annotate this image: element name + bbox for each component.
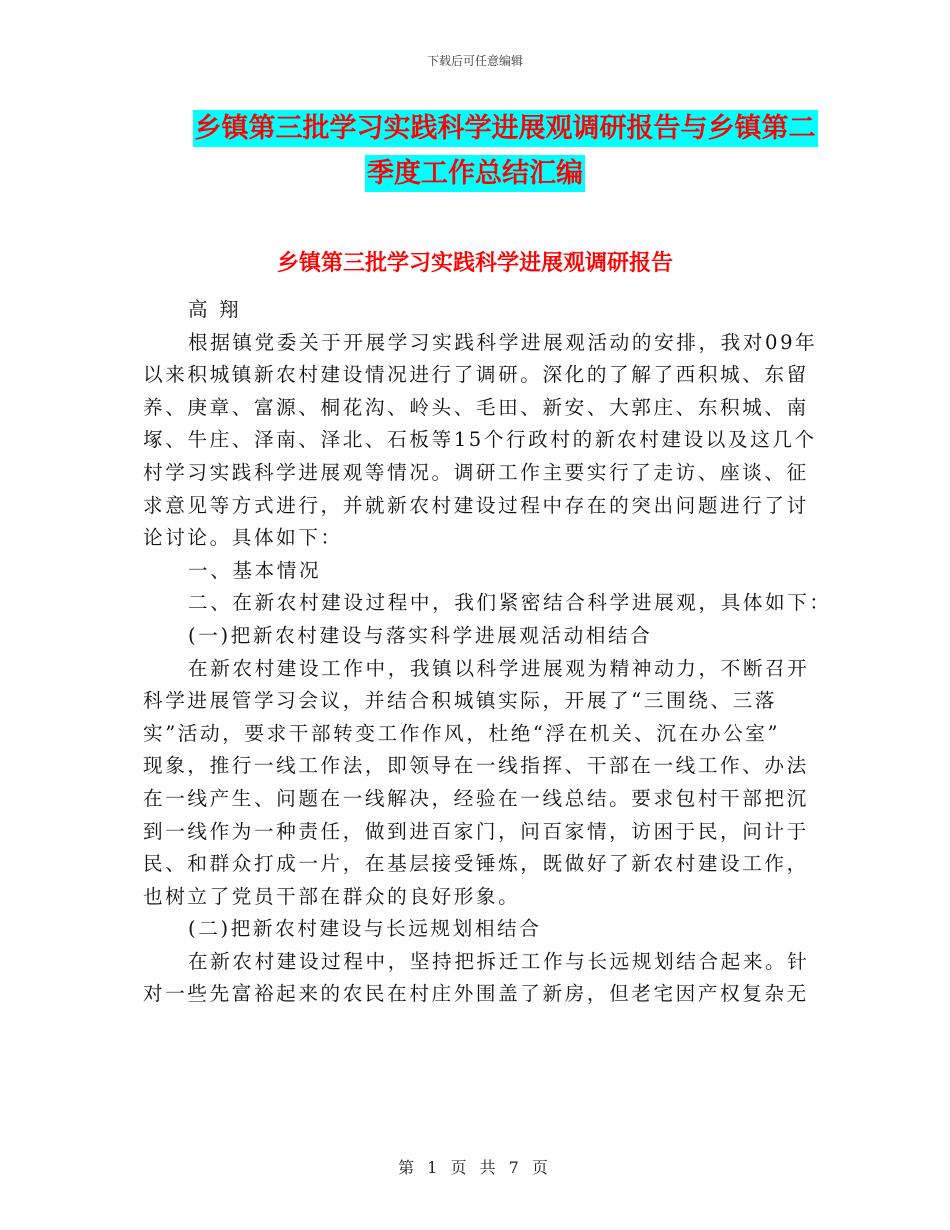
subsection-heading: (二)把新农村建设与长远规划相结合 [188, 917, 542, 941]
body-line: 也树立了党员干部在群众的良好形象。 [143, 884, 521, 908]
body-line: 根据镇党委关于开展学习实践科学进展观活动的安排，我对09年 [188, 330, 818, 354]
body-line: 民、和群众打成一片，在基层接受锤炼，既做好了新农村建设工作， [143, 852, 809, 876]
body-line: 以来积城镇新农村建设情况进行了调研。深化的了解了西积城、东留 [143, 363, 809, 387]
body-line: 到一线作为一种责任，做到进百家门，问百家情，访困于民，问计于 [143, 819, 809, 843]
body-line: 求意见等方式进行，并就新农村建设过程中存在的突出问题进行了讨 [143, 493, 809, 517]
body-line: 在新农村建设工作中，我镇以科学进展观为精神动力，不断召开 [188, 656, 810, 680]
section-title: 乡镇第三批学习实践科学进展观调研报告 [276, 251, 673, 276]
body-line: 现象，推行一线工作法，即领导在一线指挥、干部在一线工作、办法 [143, 754, 809, 778]
page-header-note: 下载后可任意编辑 [426, 54, 523, 68]
author-line: 高 翔 [188, 298, 242, 321]
body-line: 在一线产生、问题在一线解决，经验在一线总结。要求包村干部把沉 [143, 786, 809, 810]
section-heading: 一、基本情况 [188, 558, 322, 582]
document-title-line-1: 乡镇第三批学习实践科学进展观调研报告与乡镇第二 [193, 110, 818, 147]
body-line: 对一些先富裕起来的农民在村庄外围盖了新房，但老宅因产权复杂无 [143, 982, 809, 1006]
body-line: 科学进展管学习会议，并结合积城镇实际，开展了“三围绕、三落 [143, 689, 778, 713]
body-line: 论讨论。具体如下： [143, 526, 343, 550]
body-line: 养、庚章、富源、桐花沟、岭头、毛田、新安、大郭庄、东积城、南 [143, 395, 809, 419]
body-line: 在新农村建设过程中，坚持把拆迁工作与长远规划结合起来。针 [188, 949, 810, 973]
document-title-line-2: 季度工作总结汇编 [365, 155, 585, 192]
body-line: 村学习实践科学进展观等情况。调研工作主要实行了走访、座谈、征 [143, 460, 809, 484]
body-line: 实”活动，要求干部转变工作作风，杜绝“浮在机关、沉在办公室” [143, 721, 781, 745]
document-body [143, 294, 832, 1011]
section-heading: 二、在新农村建设过程中，我们紧密结合科学进展观，具体如下： [188, 591, 832, 615]
body-line: 塚、牛庄、泽南、泽北、石板等15个行政村的新农村建设以及这几个 [143, 428, 817, 452]
page-footer-number: 第 1 页 共 7 页 [398, 1158, 552, 1177]
subsection-heading: (一)把新农村建设与落实科学进展观活动相结合 [188, 623, 653, 647]
document-title [0, 110, 950, 192]
